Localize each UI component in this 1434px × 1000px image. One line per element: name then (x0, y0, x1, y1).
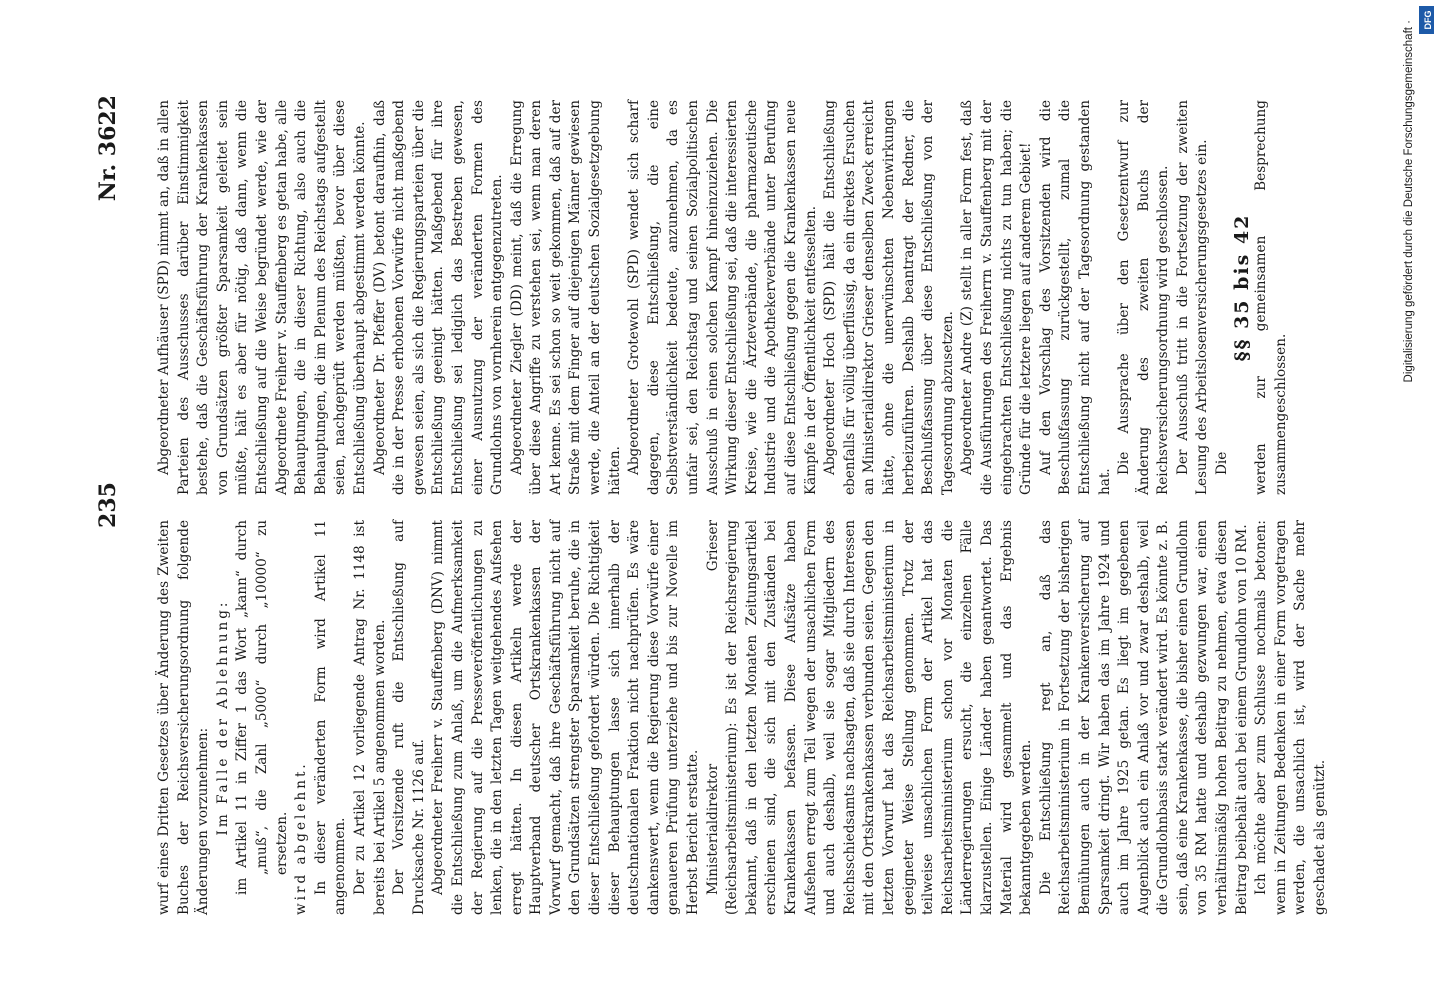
digitization-credit-text: Digitalisierung gefördert durch die Deutsche Forschungsgemeinschaft · (1403, 20, 1415, 383)
quoted-amendment: im Artikel 11 in Ziffer 1 das Wort „kann“ durch „muß“, die Zahl „5000“ durch „10000“ zu ersetzen. (234, 520, 290, 895)
paragraph: Abgeordneter Hoch (SPD) hält die Entschließung ebenfalls für völlig überflüssig, da ein direktes Ersuchen an Ministerialdirektor Grieser denselben Zweck erreicht hätte, ohne die unerwünschten Nebenwirkungen herbeizuführen. Deshalb beantragt der Redner, die Beschlußfassung über diese Entschließung von der Tagesordnung abzusetzen. (822, 100, 956, 495)
document-number: Nr. 3622 (95, 95, 121, 202)
paragraph: Die Aussprache über den Gesetzentwurf zur Änderung des zweiten Buchs der Reichsversicherungsordnung wird geschlossen. (1116, 100, 1172, 495)
subheading: Im Falle der Ablehnung: (214, 599, 231, 836)
paragraph: Ich möchte aber zum Schlusse nochmals betonen: wenn in Zeitungen Bedenken in einer Form vorgetragen werden, die unsachlich ist, wird der Sache mehr geschadet als genützt. (1253, 520, 1329, 915)
dfg-logo-text: DFG (1423, 10, 1433, 30)
paragraph: Auf den Vorschlag des Vorsitzenden wird die Beschlußfassung zurückgestellt, zumal die Entschließung nicht auf der Tagesordnung gestanden hat. (1037, 100, 1113, 495)
page-number: 235 (95, 482, 121, 528)
paragraph: In dieser veränderten Form wird Artikel 11 angenommen. (312, 520, 349, 915)
paragraph: wird abgelehnt. (293, 761, 310, 915)
paragraph: Abgeordneter Grotewohl (SPD) wendet sich scharf dagegen, diese Entschließung, die eine Selbstverständlichkeit bedeute, anzunehmen, da es unfair sei, den Reichstag und seinen Sozialpolitischen Ausschuß in einen solchen Kampf hineinzuziehen. Die Wirkung dieser Entschließung sei, daß die interessierten Kreise, wie die Ärzteverbände, die pharmazeutische Industrie und die Apothekerverbände unter Berufung auf diese Entschließung gegen die Krankenkassen neue Kämpfe in der Öffentlichkeit entfesselten. (626, 100, 819, 495)
paragraph: Abgeordneter Andre (Z) stellt in aller Form fest, daß die Ausführungen des Freiherrn v. Stauffenberg mit der eingebrachten Entschließung nichts zu tun haben; die Gründe für die letztere liegen auf anderem Gebiet! (959, 100, 1035, 495)
paragraph: Die (1214, 451, 1231, 475)
paragraph: Die Entschließung regt an, daß das Reichsarbeitsministerium in Fortsetzung der bisherigen Bemühungen auch in der Krankenversicherung auf Sparsamkeit dringt. Wir haben das im Jahre 1924 und auch im Jahre 1925 getan. Es liegt im gegebenen Augenblick auch ein Anlaß vor und zwar deshalb, weil die Grundlohnbasis stark verändert wird. Es könnte z. B. sein, daß eine Krankenkasse, die bisher einen Grundlohn von 35 RM hatte und deshalb gezwungen war, einen verhältnismäßig hohen Beitrag zu nehmen, etwa diesen Beitrag beibehält auch bei einem Grundlohn von 10 RM. (1037, 520, 1250, 915)
paragraph: Der zu Artikel 12 vorliegende Antrag Nr. 1148 ist bereits bei Artikel 5 angenommen worden. (351, 520, 388, 915)
digitization-credit-strip (1403, 0, 1434, 1000)
paragraph: Abgeordneter Freiherr v. Stauffenberg (DNV) nimmt die Entschließung zum Anlaß, um die Aufmerksamkeit der Regierung auf die Presseveröffentlichungen zu lenken, die in den letzten Tagen weitgehendes Aufsehen erregt hätten. In diesen Artikeln werde der Hauptverband deutscher Ortskrankenkassen der Vorwurf gemacht, daß ihre Geschäftsführung nicht auf den Grundsätzen strengster Sparsamkeit beruhe, die in dieser Entschließung gefordert würden. Die Richtigkeit dieser Behauptungen lasse sich innerhalb der deutschnationalen Fraktion nicht nachprüfen. Es wäre dankenswert, wenn die Regierung diese Vorwürfe einer genaueren Prüfung unterziehe und bis zur Novelle im Herbst Bericht erstatte. (430, 520, 702, 915)
right-text-column (155, 100, 1289, 495)
paragraph: Ministerialdirektor Grieser (Reichsarbeitsministerium): Es ist der Reichsregierung bekannt, daß in den letzten Monaten Zeitungsartikel erschienen sind, die sich mit den Zuständen bei Krankenkassen befassen. Diese Aufsätze haben Aufsehen erregt zum Teil wegen der unsachlichen Form und auch deshalb, weil sie sogar Mitgliedern des Reichsschiedsamts nachsagten, daß sie durch Interessen mit den Ortskrankenkassen verbunden seien. Gegen den letzten Vorwurf hat das Reichsarbeitsministerium in geeigneter Weise Stellung genommen. Trotz der teilweise unsachlichen Form der Artikel hat das Reichsarbeitsministerium schon vor Monaten die Länderregierungen ersucht, die einzelnen Fälle klarzustellen. Einige Länder haben geantwortet. Das Material wird gesammelt und das Ergebnis bekanntgegeben werden. (704, 520, 1035, 915)
rotated-document-page (80, 80, 1330, 930)
paragraph: Abgeordneter Aufhäuser (SPD) nimmt an, daß in allen Parteien des Ausschusses darüber Einstimmigkeit bestehe, daß die Geschäftsführung der Krankenkassen von Grundsätzen größter Sparsamkeit geleitet sein müßte, hält es aber für nötig, daß dann, wenn die Entschließung auf die Weise begründet werde, wie der Abgeordnete Freiherr v. Stauffenberg es getan habe, alle Behauptungen, die in dieser Richtung, also auch die Behauptungen, die im Plenum des Reichstags aufgestellt seien, nachgeprüft werden müßten, bevor über diese Entschließung überhaupt abgestimmt werden könnte. (156, 100, 368, 495)
paragraph: wurf eines Dritten Gesetzes über Änderung des Zweiten Buches der Reichsversicherungsordnung folgende Änderungen vorzunehmen: (156, 520, 212, 915)
paragraph: Abgeordneter Dr. Pfeffer (DV) betont daraufhin, daß die in der Presse erhobenen Vorwürfe nicht maßgebend gewesen seien, als sich die Regierungsparteien über die Entschließung geeinigt hätten. Maßgebend für ihre Entschließung sei lediglich das Bestreben gewesen, einer Ausnutzung der veränderten Formen des Grundlohns von vornherein entgegenzutreten. (371, 100, 506, 495)
left-text-column (155, 520, 1329, 915)
paragraph: Abgeordneter Ziegler (DD) meint, daß die Erregung über diese Angriffe zu verstehen sei, wenn man deren Art kenne. Es sei schon so weit gekommen, daß auf der Straße mit dem Finger auf diejenigen Männer gewiesen werde, die Anteil an der deutschen Sozialgesetzgebung hätten. (508, 100, 623, 495)
section-heading: §§ 35 bis 42 (1230, 213, 1253, 362)
paragraph: Der Vorsitzende ruft die Entschließung auf Drucksache Nr. 1126 auf. (391, 520, 427, 915)
paragraph: Der Ausschuß tritt in die Fortsetzung der zweiten Lesung des Arbeitslosenversicherungsgesetzes ein. (1174, 100, 1211, 495)
paragraph: werden zur gemeinsamen Besprechung zusammengeschlossen. (1253, 100, 1289, 495)
